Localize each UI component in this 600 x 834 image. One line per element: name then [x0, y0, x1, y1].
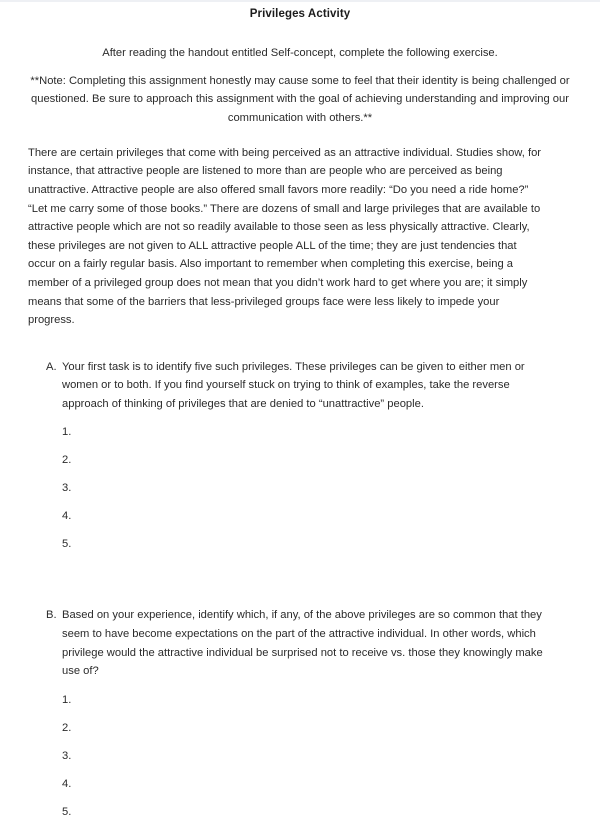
answer-blank-field[interactable]	[80, 454, 600, 466]
task-marker-b: B.	[46, 609, 57, 622]
answer-marker: 3.	[62, 749, 72, 762]
answer-blank-field[interactable]	[80, 538, 600, 550]
page-title: Privileges Activity	[249, 8, 351, 20]
list-item[interactable]	[62, 454, 600, 482]
task-section-a	[0, 330, 600, 567]
body-paragraph: There are certain privileges that come with being perceived as an attractive individual. Studies show, for instance, that attractive people are listened to more than are people who are perceived as being unattractive. Attractive people are also offered small favors more readily: “Do you need a ride home?” “Let me carry some of those books.” There are dozens of small and large privileges that are available to attractive people which are not so readily available to those seen as less physically attractive. Clearly, these privileges are not given to ALL attractive people ALL of the time; they are just tendencies that occur on a fairly regular basis. Also important to remember when completing this exercise, being a member of a privileged group does not mean that you didn’t work hard to get where you are; it simply means that some of the barriers that less-privileged groups face were less likely to impede your progress.	[28, 146, 542, 327]
answer-blank-field[interactable]	[80, 510, 600, 522]
note-paragraph: **Note: Completing this assignment honestly may cause some to feel that their identity is being challenged or questioned. Be sure to approach this assignment with the goal of achieving understanding and improving our communication with others.**	[30, 75, 570, 124]
list-item[interactable]	[62, 806, 600, 834]
intro-instruction: After reading the handout entitled Self-concept, complete the following exercise.	[102, 47, 498, 59]
task-heading-a	[0, 358, 600, 414]
answer-marker: 5.	[62, 538, 72, 551]
answer-blank-field[interactable]	[80, 694, 600, 706]
answer-marker: 1.	[62, 693, 72, 706]
answer-marker: 4.	[62, 777, 72, 790]
answer-marker: 5.	[62, 805, 72, 818]
list-item[interactable]	[62, 694, 600, 722]
list-item[interactable]	[62, 778, 600, 806]
task-text-b: Based on your experience, identify which, if any, of the above privileges are so common that they seem to have become expectations on the part of the attractive individual. In other words, which privilege would the attractive individual be surprised not to receive vs. those they knowingly make use of?	[62, 609, 543, 678]
answer-list-a	[0, 413, 600, 566]
answer-blank-field[interactable]	[80, 426, 600, 438]
answer-blank-field[interactable]	[80, 482, 600, 494]
answer-blank-field[interactable]	[80, 722, 600, 734]
task-section-b	[0, 566, 600, 833]
answer-marker: 3.	[62, 482, 72, 495]
list-item[interactable]	[62, 538, 600, 566]
answer-marker: 1.	[62, 426, 72, 439]
answer-marker: 2.	[62, 454, 72, 467]
list-item[interactable]	[62, 482, 600, 510]
answer-blank-field[interactable]	[80, 806, 600, 818]
answer-blank-field[interactable]	[80, 778, 600, 790]
scan-edge-line	[0, 0, 600, 2]
answer-list-b	[0, 681, 600, 834]
list-item[interactable]	[62, 510, 600, 538]
list-item[interactable]	[62, 750, 600, 778]
answer-blank-field[interactable]	[80, 750, 600, 762]
answer-marker: 2.	[62, 721, 72, 734]
list-item[interactable]	[62, 426, 600, 454]
task-text-a: Your first task is to identify five such privileges. These privileges can be given to either men or women or to both. If you find yourself stuck on trying to think of examples, take the reverse approach of thinking of privileges that are denied to “unattractive” people.	[62, 360, 525, 410]
task-marker-a: A.	[46, 360, 57, 373]
list-item[interactable]	[62, 722, 600, 750]
answer-marker: 4.	[62, 510, 72, 523]
task-heading-b	[0, 606, 600, 680]
